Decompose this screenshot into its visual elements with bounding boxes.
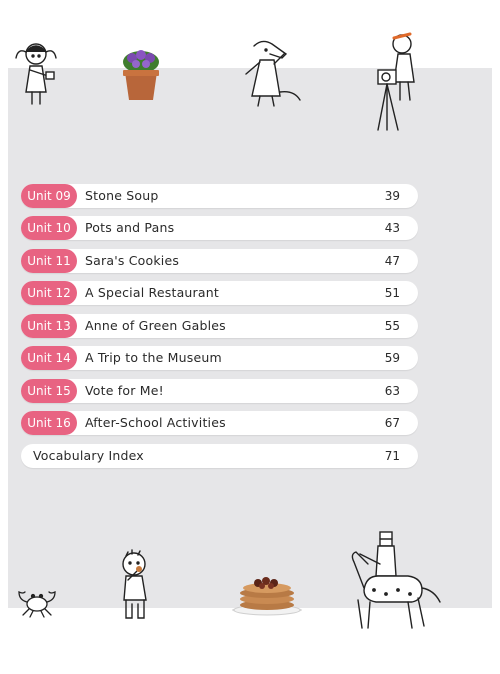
page-number: 43 <box>384 221 400 235</box>
unit-badge: Unit 11 <box>21 249 77 273</box>
contents-row-unit-16[interactable] <box>21 411 418 435</box>
unit-badge: Unit 14 <box>21 346 77 370</box>
unit-title: A Trip to the Museum <box>85 350 222 365</box>
potted-violet-icon <box>118 46 164 102</box>
contents-row-unit-15[interactable] <box>21 379 418 403</box>
unit-title: Sara's Cookies <box>85 253 180 268</box>
unit-badge: Unit 13 <box>21 314 77 338</box>
contents-panel <box>8 68 492 608</box>
unit-badge: Unit 09 <box>21 184 77 208</box>
wolf-in-grandma-dress-icon <box>240 36 302 110</box>
unit-title: Vote for Me! <box>85 383 164 398</box>
crab-icon <box>16 586 58 618</box>
index-title: Vocabulary Index <box>33 448 144 463</box>
contents-row-unit-10[interactable] <box>21 216 418 240</box>
contents-row-unit-14[interactable] <box>21 346 418 370</box>
page-number: 55 <box>384 319 400 333</box>
photographer-with-tripod-camera-icon <box>372 30 428 134</box>
page-number: 67 <box>384 416 400 430</box>
contents-row-unit-11[interactable] <box>21 249 418 273</box>
boy-eating-icon <box>112 548 158 626</box>
contents-row-unit-12[interactable] <box>21 281 418 305</box>
knight-on-horse-icon <box>346 528 442 632</box>
unit-title: After-School Activities <box>85 415 226 430</box>
page-number: 39 <box>384 189 400 203</box>
girl-holding-camera-icon <box>10 36 62 108</box>
pancake-stack-icon <box>232 574 302 616</box>
contents-row-unit-13[interactable] <box>21 314 418 338</box>
unit-title: A Special Restaurant <box>85 285 219 300</box>
unit-title: Pots and Pans <box>85 220 175 235</box>
page-number: 59 <box>384 351 400 365</box>
page-number: 71 <box>384 449 400 463</box>
page-number: 63 <box>384 384 400 398</box>
page-number: 51 <box>384 286 400 300</box>
contents-row-vocabulary-index[interactable] <box>21 444 418 468</box>
unit-title: Stone Soup <box>85 188 159 203</box>
unit-badge: Unit 12 <box>21 281 77 305</box>
unit-badge: Unit 10 <box>21 216 77 240</box>
unit-badge: Unit 15 <box>21 379 77 403</box>
page-number: 47 <box>384 254 400 268</box>
contents-row-unit-09[interactable] <box>21 184 418 208</box>
unit-badge: Unit 16 <box>21 411 77 435</box>
unit-title: Anne of Green Gables <box>85 318 226 333</box>
